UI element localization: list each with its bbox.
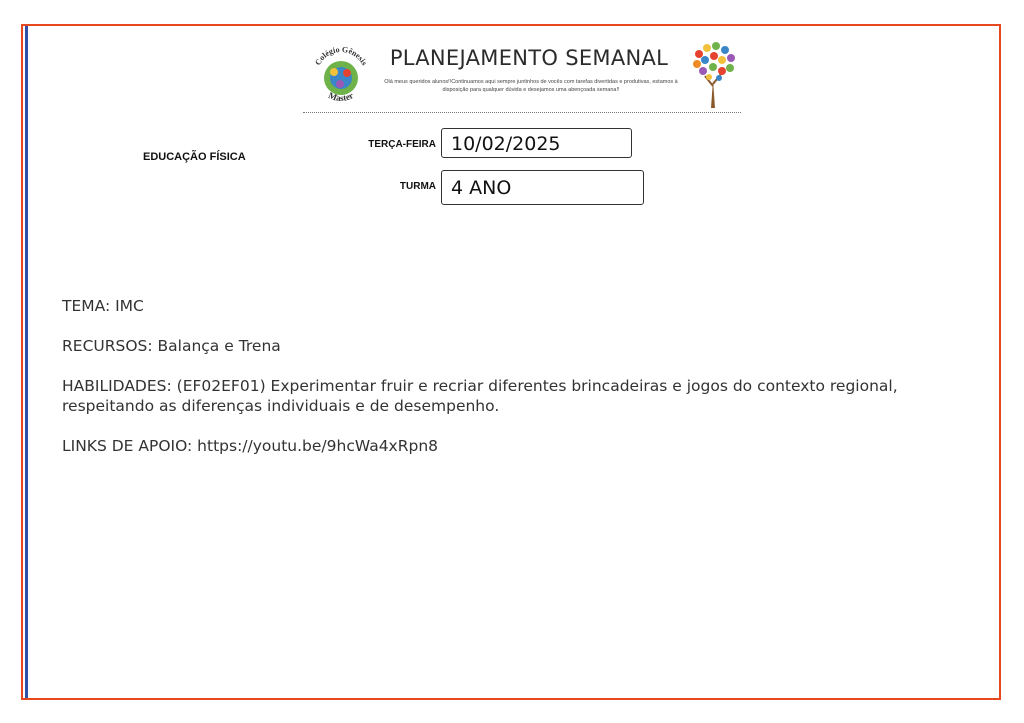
- page-border-accent: [25, 26, 28, 698]
- logo-bottom-text: Master: [327, 90, 355, 104]
- planning-header: [303, 40, 741, 113]
- page-title: PLANEJAMENTO SEMANAL: [389, 46, 669, 70]
- logo-top-text: Colégio Gênesis: [313, 44, 369, 67]
- habilidades-text: HABILIDADES: (EF02EF01) Experimentar fruir e recriar diferentes brincadeiras e jogos do contexto regional, respeitando as diferenças individuais e de desempenho.: [62, 377, 898, 415]
- class-label: TURMA: [399, 181, 436, 192]
- tema-text: TEMA: IMC: [62, 297, 144, 315]
- tree-icon: [689, 40, 737, 110]
- day-field[interactable]: 10/02/2025: [441, 128, 632, 158]
- support-links-text: LINKS DE APOIO: https://youtu.be/9hcWa4xRpn8: [62, 437, 439, 455]
- school-logo: [309, 42, 373, 110]
- recursos-text: RECURSOS: Balança e Trena: [62, 337, 281, 355]
- plan-content: [62, 296, 942, 476]
- day-label: TERÇA-FEIRA: [368, 139, 436, 150]
- page-subtitle: Olá meus queridos alunos!!Continuamos aqui sempre juntinhos de vocês com tarefas divertidas e produtivas, estamos à disposição para qualquer dúvida e desejamos uma abençoada semana!!: [384, 79, 678, 93]
- class-field[interactable]: 4 ANO: [441, 170, 644, 205]
- subject-label: EDUCAÇÃO FÍSICA: [143, 151, 246, 163]
